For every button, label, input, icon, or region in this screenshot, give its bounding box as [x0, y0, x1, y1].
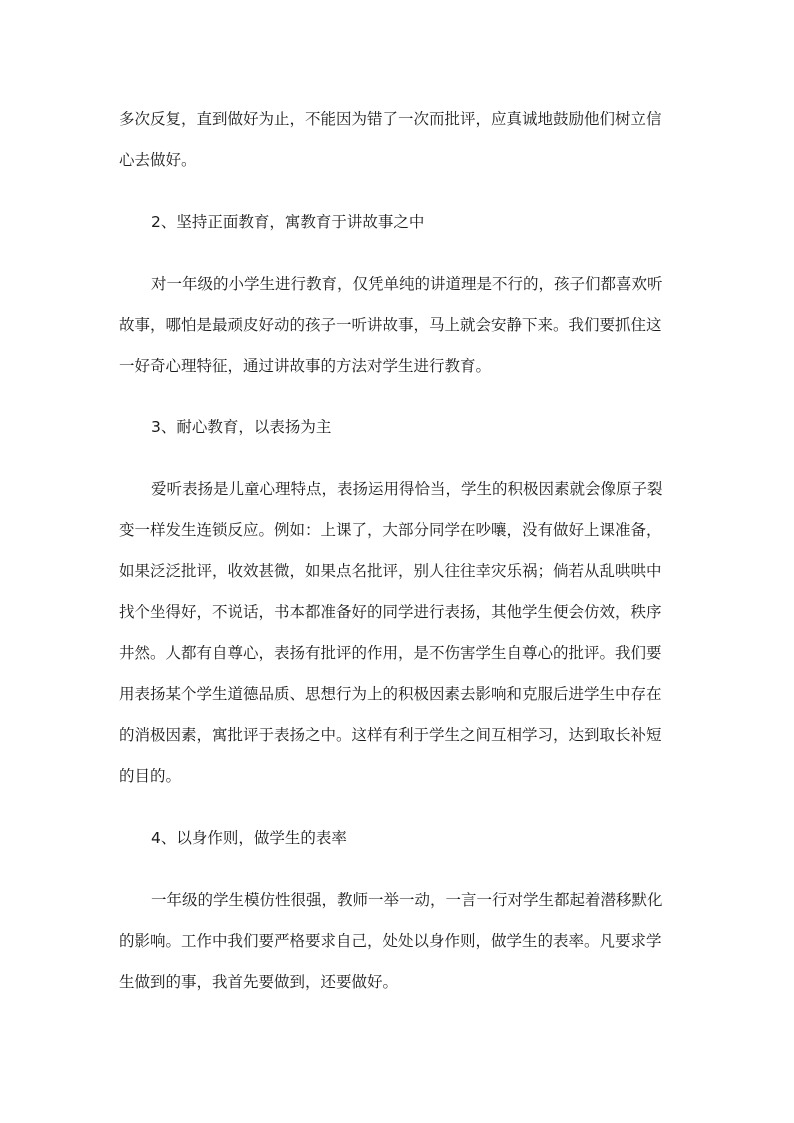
paragraph-line: 的消极因素，寓批评于表扬之中。这样有利于学生之间互相学习，达到取长补短	[119, 726, 662, 744]
paragraph-line: 一好奇心理特征，通过讲故事的方法对学生进行教育。	[119, 357, 492, 375]
section-heading-4: 4、以身作则，做学生的表率	[151, 829, 347, 847]
paragraph-line: 用表扬某个学生道德品质、思想行为上的积极因素去影响和克服后进学生中存在	[119, 685, 662, 703]
paragraph-line: 爱听表扬是儿童心理特点，表扬运用得恰当，学生的积极因素就会像原子裂	[151, 480, 663, 498]
paragraph-line: 变一样发生连锁反应。例如：上课了，大部分同学在吵嚷，没有做好上课准备，	[119, 521, 662, 539]
paragraph-line: 生做到的事，我首先要做到，还要做好。	[119, 973, 399, 991]
section-heading-2: 2、坚持正面教育，寓教育于讲故事之中	[151, 213, 425, 231]
paragraph-line: 多次反复，直到做好为止，不能因为错了一次而批评，应真诚地鼓励他们树立信	[119, 110, 662, 128]
paragraph-line: 故事，哪怕是最顽皮好动的孩子一听讲故事，马上就会安静下来。我们要抓住这	[119, 316, 662, 334]
paragraph-line: 心去做好。	[119, 151, 197, 169]
paragraph-line: 如果泛泛批评，收效甚微，如果点名批评，别人往往幸灾乐祸；倘若从乱哄哄中	[119, 562, 662, 580]
paragraph-line: 的目的。	[119, 767, 182, 785]
paragraph-line: 井然。人都有自尊心，表扬有批评的作用，是不伤害学生自尊心的批评。我们要	[119, 644, 662, 662]
paragraph-line: 找个坐得好，不说话，书本都准备好的同学进行表扬，其他学生便会仿效，秩序	[119, 603, 662, 621]
paragraph-line: 一年级的学生模仿性很强，教师一举一动，一言一行对学生都起着潜移默化	[151, 891, 663, 909]
paragraph-line: 的影响。工作中我们要严格要求自己，处处以身作则，做学生的表率。凡要求学	[119, 932, 662, 950]
paragraph-line: 对一年级的小学生进行教育，仅凭单纯的讲道理是不行的，孩子们都喜欢听	[151, 275, 663, 293]
section-heading-3: 3、耐心教育，以表扬为主	[151, 418, 332, 436]
